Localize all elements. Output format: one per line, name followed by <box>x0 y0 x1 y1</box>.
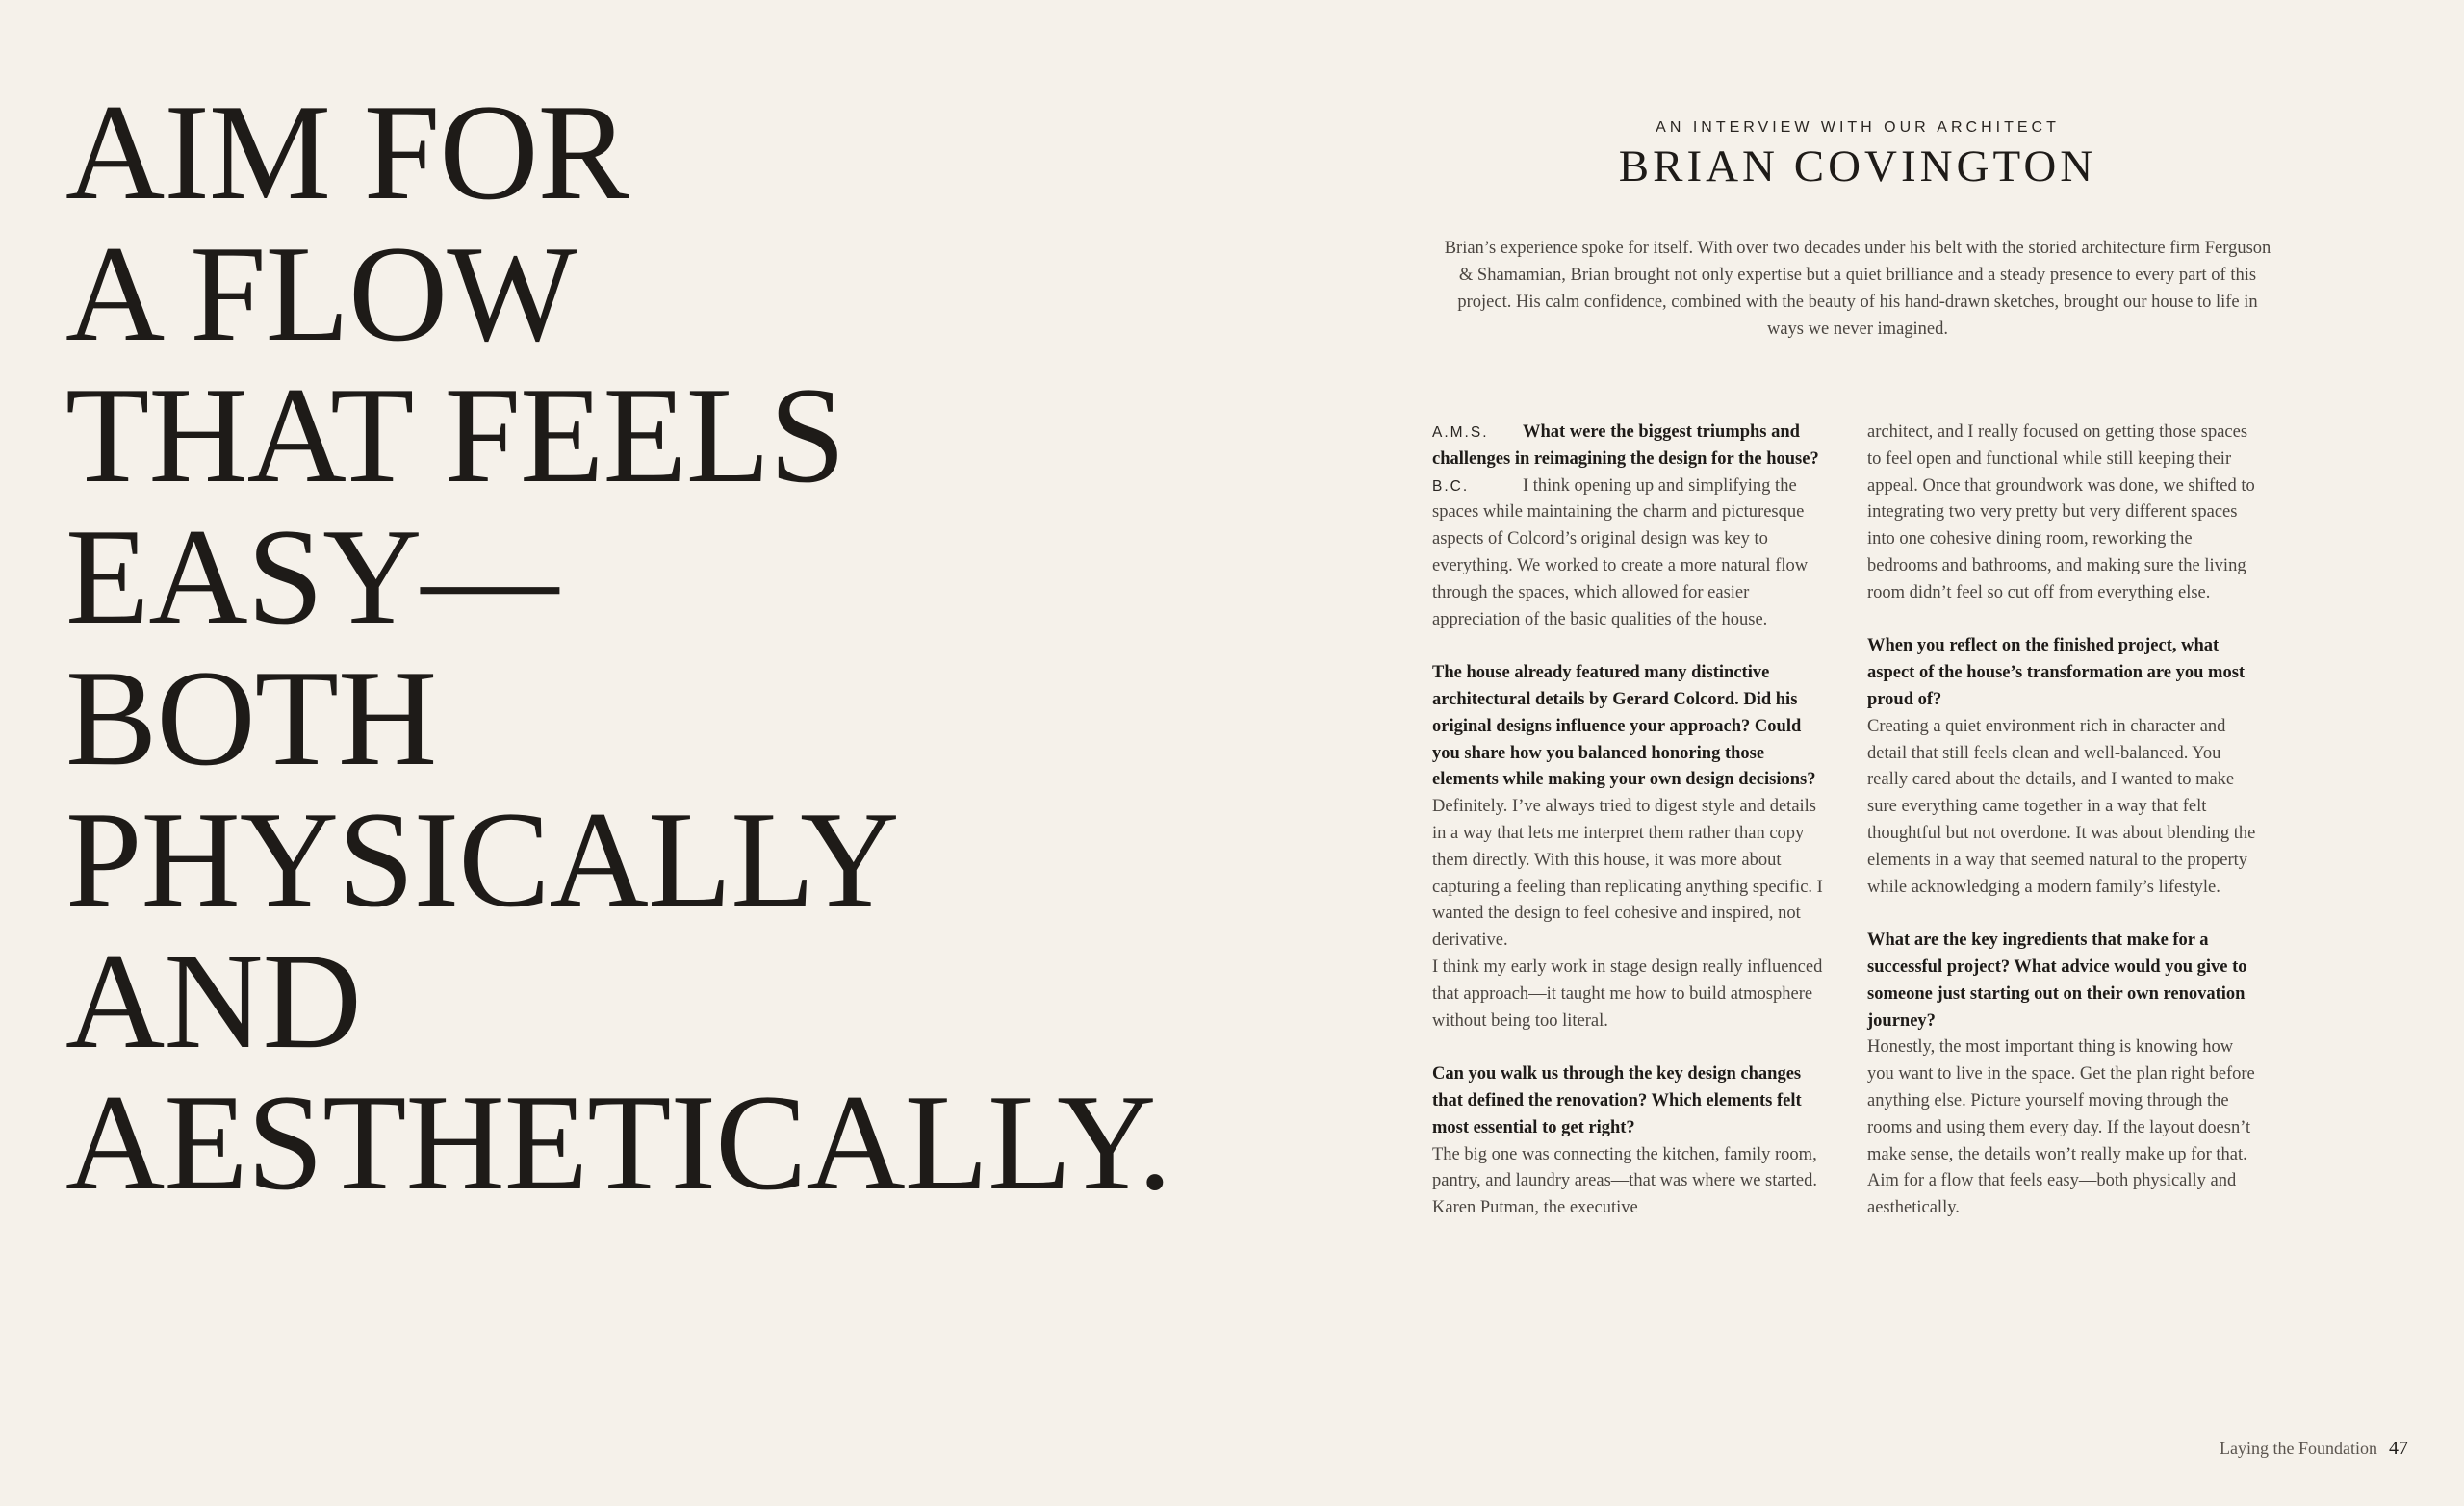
architect-label: B.C. <box>1432 477 1470 495</box>
question-4: When you reflect on the finished project, what aspect of the house’s transformation are you most proud of? <box>1867 636 2246 709</box>
interview-column-right <box>1867 420 2262 1222</box>
headline-line: AND <box>65 925 361 1077</box>
answer-2b: I think my early work in stage design really influenced that approach—it taught me how to build atmosphere without being too literal. <box>1432 957 1823 1031</box>
question-2: The house already featured many distinctive architectural details by Gerard Colcord. Did his original designs influence your approach? Could you share how you balanced honoring those elements while making your own design decisions? <box>1432 663 1816 790</box>
headline-line: AESTHETICALLY. <box>65 1066 1171 1218</box>
answer-3b: architect, and I really focused on getting those spaces to feel open and functional while still keeping their appeal. Once that groundwork was done, we shifted to integrating two very pretty but very different spaces into one cohesive dining room, reworking the bedrooms and bathrooms, and making sure the living room didn’t feel so cut off from everything else. <box>1867 422 2255 602</box>
intro-paragraph: Brian’s experience spoke for itself. With over two decades under his belt with the storied architecture firm Ferguson & Shamamian, Brian brought not only expertise but a quiet brilliance and a steady presence to every part of this project. His calm confidence, combined with the beauty of his hand-drawn sketches, brought our house to life in ways we never imagined. <box>1444 239 2272 339</box>
headline-line: BOTH <box>65 642 437 794</box>
headline-line: PHYSICALLY <box>65 783 899 935</box>
section-kicker: AN INTERVIEW WITH OUR ARCHITECT <box>1656 119 2060 136</box>
question-1 <box>1432 420 1827 473</box>
question-text: What were the biggest triumphs and challenges in reimagining the design for the house? <box>1432 422 1819 469</box>
paragraph-spacer <box>1432 633 1827 660</box>
answer-2a: Definitely. I’ve always tried to digest style and details in a way that lets me interpret them rather than copy them directly. With this house, it was more about capturing a feeling than replicating anything specific. I wanted the design to feel cohesive and inspired, not derivative. <box>1432 797 1823 951</box>
headline-line: A FLOW <box>65 217 577 370</box>
section-title: Laying the Foundation <box>2220 1439 2377 1458</box>
answer-text: I think opening up and simplifying the spaces while maintaining the charm and picturesque aspects of Colcord’s original design was key to everything. We worked to create a more natural flow through the spaces, which allowed for easier appreciation of the basic qualities of the house. <box>1432 475 1809 629</box>
headline-line: AIM FOR <box>65 76 629 228</box>
page-number: 47 <box>2389 1438 2408 1459</box>
question-3: Can you walk us through the key design changes that defined the renovation? Which elements felt most essential to get right? <box>1432 1064 1802 1137</box>
answer-1 <box>1432 473 1827 634</box>
paragraph-spacer <box>1867 901 2262 928</box>
headline-line: THAT FEELS <box>65 359 845 511</box>
answer-4: Creating a quiet environment rich in character and detail that still feels clean and well-balanced. You really cared about the details, and I wanted to make sure everything came together in a way that felt thoughtful but not overdone. It was about blending the elements in a way that seemed natural to the property while acknowledging a modern family’s lifestyle. <box>1867 716 2256 897</box>
answer-3a: The big one was connecting the kitchen, family room, pantry, and laundry areas—that was where we started. Karen Putman, the executive <box>1432 1144 1817 1218</box>
answer-5: Honestly, the most important thing is knowing how you want to live in the space. Get the plan right before anything else. Picture yourself moving through the rooms and using them every day. If the layout doesn’t make sense, the details won’t really make up for that. Aim for a flow that feels easy—both physically and aesthetically. <box>1867 1037 2255 1218</box>
pull-quote-headline <box>65 76 1259 1218</box>
page-footer <box>2220 1438 2408 1460</box>
question-5: What are the key ingredients that make for a successful project? What advice would you give to someone just starting out on their own renovation journey? <box>1867 931 2247 1031</box>
interview-column-left <box>1432 420 1827 1222</box>
headline-line: EASY— <box>65 500 558 652</box>
architect-name-title: BRIAN COVINGTON <box>1618 141 2097 191</box>
paragraph-spacer <box>1432 1034 1827 1061</box>
interviewer-label: A.M.S. <box>1432 424 1489 441</box>
paragraph-spacer <box>1867 607 2262 634</box>
